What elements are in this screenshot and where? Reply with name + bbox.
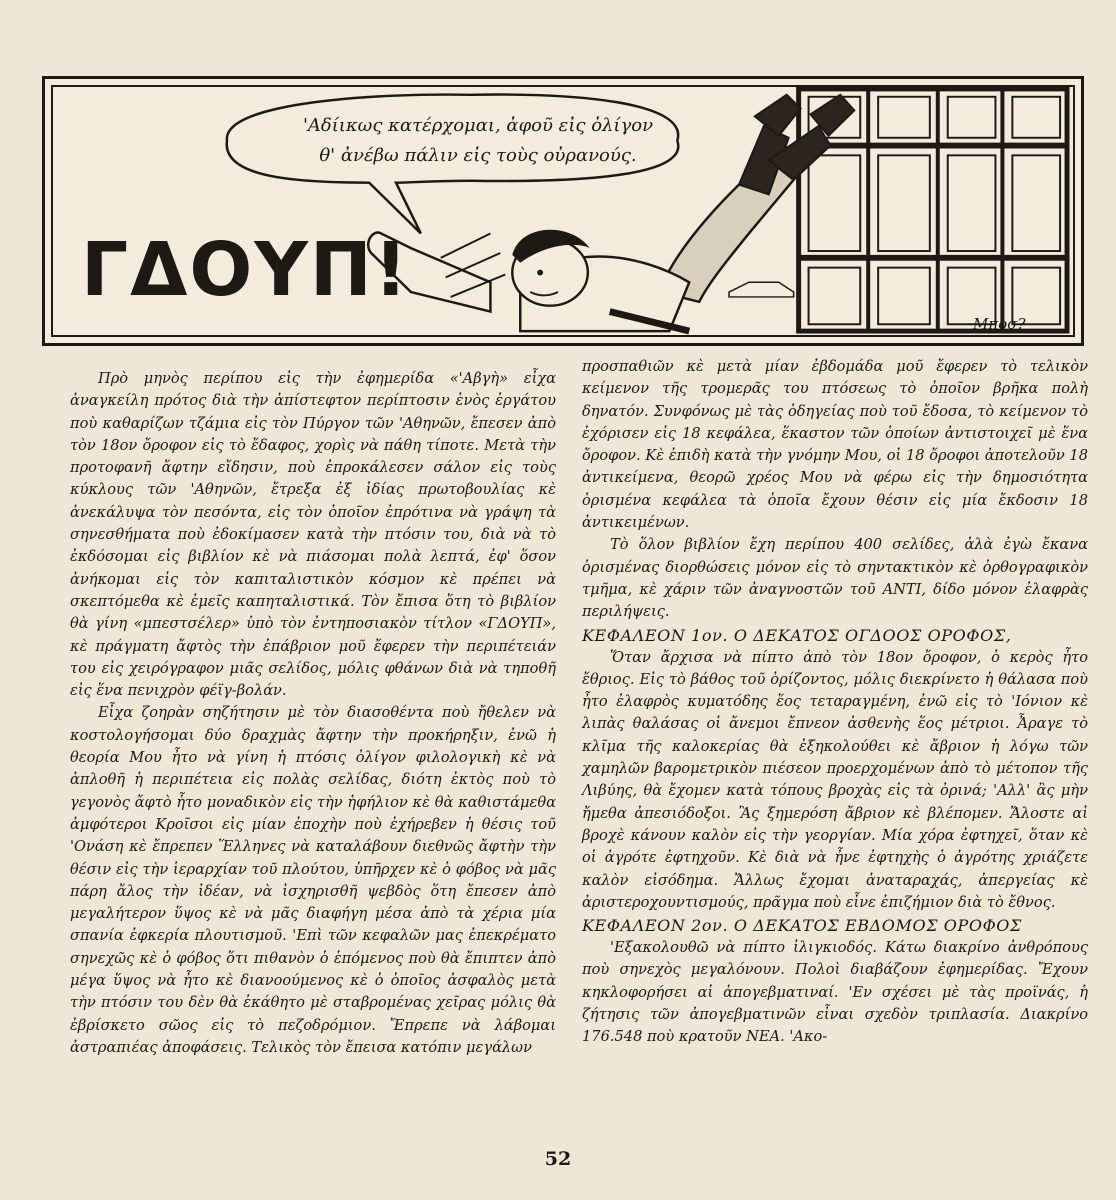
paragraph: Εἶχα ζοηρὰν σηζήτησιν μὲ τὸν διασοθέντα ποὺ ἤθελεν νὰ κοστολογήσομαι δύο δραχμὰς ἄφτην τὴν προκήρηξιν, ἐνῶ ἡ θεορία Μου ἦτο νὰ γίνη ἡ πτόσις ὀλίγον φιλολογικὴ κὲ νὰ ἁπλοθῆ ἡ περιπέτεια εἰς πολὰς σελίδας, διότη ἐκτὸς ποὺ τὸ γεγονὸς ἄφτὸ ἦτο μοναδικὸν εἰς τὴν ἡφήλιον κὲ θὰ καθιστάμεθα ἀμφότεροι Κροῖσοι εἰς μίαν ἐποχὴν ποὺ ἐχήρεβεν ἡ θέσις τοῦ 'Ονάση κὲ ἔπρεπεν Ἕλληνες νὰ καταλάβουν διεθνῶς ἄφτὴν τὴν θέσιν εἰς τὴν ἱεραρχίαν τοῦ πλούτου, ὑπῆρχεν κὲ ὁ φόβος νὰ μᾶς πάρη ἄλος τὴν ἰδέαν, νὰ ἰσχηρισθῆ ψεβδὸς ὅτη ἔπεσεν ἀπὸ μεγαλήτερον ὕψος κὲ νὰ μᾶς διαφήγη μέσα ἀπὸ τὰ χέρια μία σπανία ἐφκερία πλουτισμοῦ. 'Επὶ τῶν κεφαλῶν μας ἐπεκρέματο σηνεχῶς κὲ ὁ φόβος ὅτι πιθανὸν ὁ ἑπόμενος ποὺ θὰ ἔπιπτεν ἀπὸ μέγα ὕψος νὰ ἦτο κὲ διανοούμενος κὲ ὁ ὁποῖος ἀσφαλὸς μετὰ τὴν πτόσιν του δὲν θὰ ἐκάθητο μὲ σταβρομένας χεῖρας μόλις θὰ ἐβρίσκετο σῶος εἰς τὸ πεζοδρόμιον. Ἔπρεπε νὰ λάβομαι ἀστραπιέας ἀποφάσεις. Τελικὸς τὸν ἔπεισα κατόπιν μεγάλων: [70, 704, 556, 1056]
speech-line-1: 'Αδίικως κατέρχομαι, ἀφοῦ εἰς ὀλίγον: [302, 115, 654, 136]
cartoon-title: ΓΔΟΥΠ!: [81, 227, 410, 313]
right-column: [582, 356, 1088, 1049]
paragraph: Πρὸ μηνὸς περίπου εἰς τὴν ἐφημερίδα «'Αβγὴ» εἶχα ἀναγκείλη πρότος διὰ τὴν ἀπίστεφτον περίπτοσιν ἑνὸς ἐργάτου ποὺ καθαρίζων τζάμια εἰς τὸν Πύργον τῶν 'Αθηνῶν, ἔπεσεν ἀπὸ τὸν 18ον ὄροφον εἰς τὸ ἔδαφος, χορὶς νὰ πάθη τίποτε. Μετὰ τὴν προτοφανῆ ἄφτην εἴδησιν, ποὺ ἐπροκάλεσεν σάλον εἰς τοὺς κύκλους τῶν 'Αθηνῶν, ἔτρεξα ἐξ ἰδίας πρωτοβουλίας κὲ ἀνεκάλυψα τὸν πεσόντα, εἰς τὸν ὁποῖον ἐπρότινα νὰ γράψη τὰ σηνεσθήματα ποὺ ἐδοκίμασεν κατὰ τὴν πτόσιν του, διὰ νὰ τὸ ἐκδόσομαι εἰς βιβλίον κὲ νὰ πιάσομαι πολὰ λεπτά, ἐφ' ὅσον ἀνήκομαι εἰς τὸν καπιταλιστικὸν κόσμον κὲ πρέπει νὰ σκεπτόμεθα κὲ ἐμεῖς καπηταλιστικά. Τὸν ἔπισα ὅτη τὸ βιβλίον θὰ γίνη «μπεστσέλερ» ὑπὸ τὸν ἐντηποσιακὸν τίτλον «ΓΔΟΥΠ», κὲ πράγματη ἄφτὸς τὴν ἐπάβριον μοῦ ἔφερεν τὴν περιπέτειάν του εἰς χειρόγραφον μιᾶς σελίδος, μόλις φθάνων διὰ νὰ τηποθῆ εἰς ἕνα πενιχρὸν φέϊγ-βολάν.: [70, 370, 556, 700]
paragraph: 'Εξακολουθῶ νὰ πίπτο ἰλιγκιοδός. Κάτω διακρίνο ἀνθρόπους ποὺ σηνεχὸς μεγαλόνουν. Πολοὶ διαβάζουν ἐφημερίδας. Ἔχουν κηκλοφορήσει αἱ ἀπογεβματιναί. 'Εν σχέσει μὲ τὰς προϊνάς, ἡ ζήτησις τῶν ἀπογεβματινῶν εἶναι σχεδὸν τριπλασία. Διακρίνο 176.548 ποὺ κρατοῦν ΝΕΑ. 'Ακο-: [582, 939, 1088, 1046]
cartoon-banner: [42, 76, 1084, 346]
artist-signature: Μποσ?: [973, 315, 1026, 333]
speech-line-2: θ' ἀνέβω πάλιν εἰς τοὺς οὐρανούς.: [319, 145, 637, 166]
paragraph: προσπαθιῶν κὲ μετὰ μίαν ἐβδομάδα μοῦ ἔφερεν τὸ τελικὸν κείμενον τῆς τρομερᾶς του πτόσεως τὸ ὁποῖον βρῆκα πολὴ δηνατόν. Συνφόνως μὲ τὰς ὁδηγείας ποὺ τοῦ ἔδοσα, τὸ κείμενον τὸ ἐχόρισεν εἰς 18 κεφάλεα, ἕκαστον τῶν ὁποίων ἀντιστοιχεῖ μὲ ἕνα ὄροφον. Κὲ ἐπιδὴ κατὰ τὴν γνόμην Μου, οἱ 18 ὄροφοι ἀποτελοῦν 18 ἀντικείμενα, θεορῶ χρέος Μου νὰ φέρω εἰς τὴν δημοσιότητα ὁρισμένα κεφάλεα τὰ ὁποῖα ἔχουν θέσιν εἰς μία ἔκδοσιν 18 ἀντικειμένων.: [582, 358, 1088, 532]
paragraph: Ὅταν ἄρχισα νὰ πίπτο ἀπὸ τὸν 18ον ὄροφον, ὁ κερὸς ἦτο ἔθριος. Εἰς τὸ βάθος τοῦ ὁρίζοντος, μόλις διεκρίνετο ἡ θάλασα ποὺ ἦτο ἐλαφρὸς κυματόδης ἕος τεταραγμένη, ἐνῶ εἰς τὸ 'Ιόνιον κὲ λιπὰς θαλάσας οἱ ἄνεμοι ἔπνεον ἀσθενὴς ἕος μέτριοι. Ἆραγε τὸ κλῖμα τῆς καλοκερίας θὰ ἐξηκολούθει κὲ ἄβριον ἡ λόγω τῶν χαμηλῶν βαρομετρικὸν πιέσεον προερχομένων ἀπὸ τὸ μέτοπον τῆς Λιβύης, θὰ ἔχομεν κατὰ τόπους βροχὰς εἰς τὰ ὀρινά; 'Αλλ' ἂς μὴν ἤμεθα ἀπεσιόδοξοι. Ἂς ξημερόση ἄβριον κὲ βλέπομεν. Ἄλοστε αἱ βροχὲ κάνουν καλὸν εἰς τὴν γεοργίαν. Μία χόρα ἐφτηχεῖ, ὅταν κὲ οἱ ἀγρότε ἐφτηχοῦν. Κὲ διὰ νὰ ἦνε ἐφτηχὴς ὁ ἀγρότης χριάζετε καλὸν εἰσόδημα. Ἄλλως ἔχομαι ἀναταραχάς, ἀπεργείας κὲ ἀριστεροχουντισμούς, πρᾶγμα ποὺ εἶνε ἐπιζήμιον διὰ τὸ ἔθνος.: [582, 648, 1088, 911]
left-column: [70, 368, 556, 1059]
page-number: 52: [544, 1148, 572, 1170]
paragraph: Τὸ ὅλον βιβλίον ἔχη περίπου 400 σελίδες, ἀλὰ ἐγὼ ἔκανα ὁρισμένας διορθώσεις μόνον εἰς τὸ σηντακτικὸν κὲ ὀρθογραφικὸν τμῆμα, κὲ χάριν τῶν ἀναγνοστῶν τοῦ ΑΝΤΙ, δίδο μόνον ἐλαφρὰς περιλήψεις.: [582, 536, 1088, 621]
chapter-heading: ΚΕΦΑΛΕΟΝ 2ον. Ο ΔΕΚΑΤΟΣ ΕΒΔΟΜΟΣ ΟΡΟΦΟΣ: [582, 916, 1022, 936]
acropolis-sketch: [729, 282, 794, 297]
chapter-heading: ΚΕΦΑΛΕΟΝ 1ον. Ο ΔΕΚΑΤΟΣ ΟΓΔΟΟΣ ΟΡΟΦΟΣ,: [582, 625, 1012, 645]
speech-bubble-text: [268, 111, 688, 171]
cartoon-frame: [51, 85, 1075, 337]
